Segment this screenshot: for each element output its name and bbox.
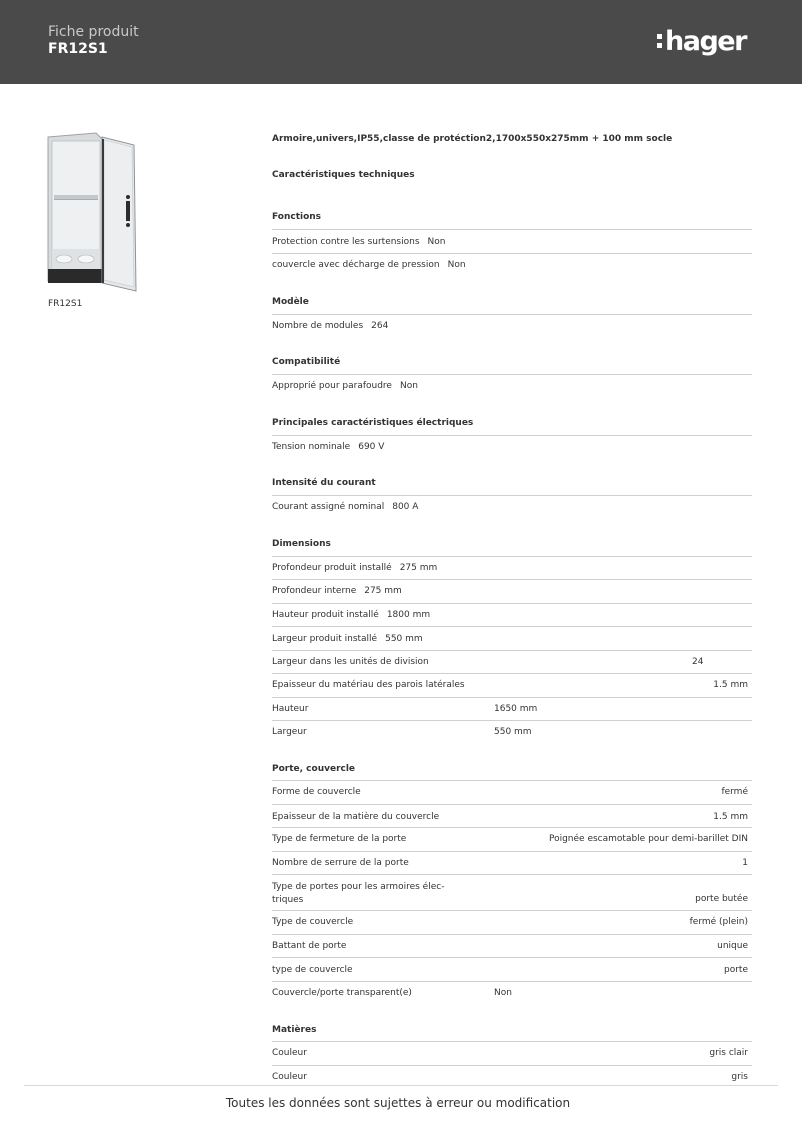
hager-logo — [657, 24, 746, 58]
section-title: Fonctions — [272, 212, 322, 222]
spec-row — [272, 874, 752, 910]
spec-row — [272, 957, 752, 981]
spec-row — [272, 720, 752, 744]
spec-label: Largeur produit installé — [272, 634, 378, 644]
spec-value: 275 mm — [399, 563, 438, 573]
spec-label: Tension nominale — [272, 442, 351, 452]
spec-row — [272, 673, 752, 697]
spec-value: Non — [494, 988, 512, 998]
spec-row — [272, 981, 752, 1004]
section-title: Intensité du courant — [272, 478, 376, 488]
spec-row — [272, 495, 752, 519]
spec-row — [272, 579, 752, 603]
spec-row — [272, 697, 752, 720]
spec-value: porte butée — [695, 894, 748, 904]
spec-label: Forme de couvercle — [272, 787, 361, 797]
spec-label: Hauteur produit installé — [272, 610, 379, 620]
spec-value: 24 — [692, 657, 704, 667]
spec-value: 550 mm — [385, 634, 423, 644]
spec-label: Nombre de modules — [272, 321, 364, 331]
spec-value: 550 mm — [494, 727, 532, 737]
spec-value: 1.5 mm — [713, 680, 748, 690]
spec-row — [272, 556, 752, 579]
spec-label: Largeur — [272, 727, 307, 737]
logo-text: hager — [665, 25, 746, 57]
image-caption: FR12S1 — [48, 299, 83, 309]
spec-label: Protection contre les surtensions — [272, 237, 420, 247]
spec-row — [272, 910, 752, 934]
spec-row — [272, 626, 752, 650]
spec-label: Nombre de serrure de la porte — [272, 858, 409, 868]
spec-label: Epaisseur de la matière du couvercle — [272, 812, 440, 822]
section-title: Matières — [272, 1025, 317, 1035]
spec-row — [272, 374, 752, 398]
spec-label: Hauteur — [272, 704, 309, 714]
section-title: Principales caractéristiques électriques — [272, 418, 474, 428]
spec-value: Non — [399, 381, 418, 391]
spec-label: Type de fermeture de la porte — [272, 834, 407, 844]
product-image — [46, 131, 138, 297]
spec-row — [272, 229, 752, 253]
logo-dots-icon — [657, 34, 662, 48]
spec-value: gris clair — [709, 1048, 748, 1058]
spec-row — [272, 851, 752, 874]
spec-row — [272, 934, 752, 957]
spec-label: Couleur — [272, 1072, 307, 1082]
spec-label: Couvercle/porte transparent(e) — [272, 988, 412, 998]
spec-label: type de couvercle — [272, 965, 353, 975]
spec-row — [272, 827, 752, 851]
spec-label: Couleur — [272, 1048, 307, 1058]
spec-value: porte — [724, 965, 748, 975]
product-description: Armoire,univers,IP55,classe de protéction2,1700x550x275mm + 100 mm socle — [272, 134, 673, 144]
spec-value: 1 — [742, 858, 748, 868]
spec-row — [272, 650, 752, 673]
spec-value: 1650 mm — [494, 704, 538, 714]
spec-value: gris — [731, 1072, 748, 1082]
spec-row — [272, 603, 752, 626]
section-title: Dimensions — [272, 539, 331, 549]
spec-value: Non — [427, 237, 446, 247]
section-title: Modèle — [272, 297, 309, 307]
footer-disclaimer: Toutes les données sont sujettes à erreur ou modification — [225, 1096, 571, 1110]
spec-row — [272, 780, 752, 804]
spec-row — [272, 314, 752, 338]
spec-row — [272, 253, 752, 276]
spec-row — [272, 1065, 752, 1085]
spec-value: 1.5 mm — [713, 812, 748, 822]
spec-label: Courant assigné nominal — [272, 502, 385, 512]
spec-label: Epaisseur du matériau des parois latérales — [272, 680, 465, 690]
header-title: FR12S1 — [48, 41, 108, 57]
spec-value: 800 A — [392, 502, 419, 512]
page-header — [0, 0, 802, 84]
spec-label: Profondeur interne — [272, 586, 357, 596]
spec-value: unique — [717, 941, 748, 951]
spec-label: couvercle avec décharge de pression — [272, 260, 440, 270]
spec-label: Battant de porte — [272, 941, 347, 951]
spec-label: Type de couvercle — [272, 917, 354, 927]
spec-value: fermé (plein) — [689, 917, 748, 927]
spec-value: fermé — [721, 787, 748, 797]
footer-divider — [24, 1085, 778, 1086]
spec-label: Profondeur produit installé — [272, 563, 392, 573]
spec-row — [272, 1041, 752, 1065]
spec-value: Non — [447, 260, 466, 270]
section-title: Porte, couvercle — [272, 764, 356, 774]
spec-value: 275 mm — [364, 586, 402, 596]
header-subtitle: Fiche produit — [48, 24, 139, 40]
spec-label-continued: triques — [272, 895, 304, 905]
spec-row — [272, 435, 752, 459]
spec-label: Approprié pour parafoudre — [272, 381, 392, 391]
tech-heading: Caractéristiques techniques — [272, 170, 415, 180]
spec-label: Largeur dans les unités de division — [272, 657, 429, 667]
spec-value: 1800 mm — [386, 610, 431, 620]
spec-label: Type de portes pour les armoires élec- — [272, 882, 445, 892]
spec-value: 264 — [371, 321, 389, 331]
section-title: Compatibilité — [272, 357, 341, 367]
spec-row — [272, 804, 752, 827]
spec-value: 690 V — [358, 442, 385, 452]
spec-value: Poignée escamotable pour demi-barillet DIN — [548, 834, 748, 844]
